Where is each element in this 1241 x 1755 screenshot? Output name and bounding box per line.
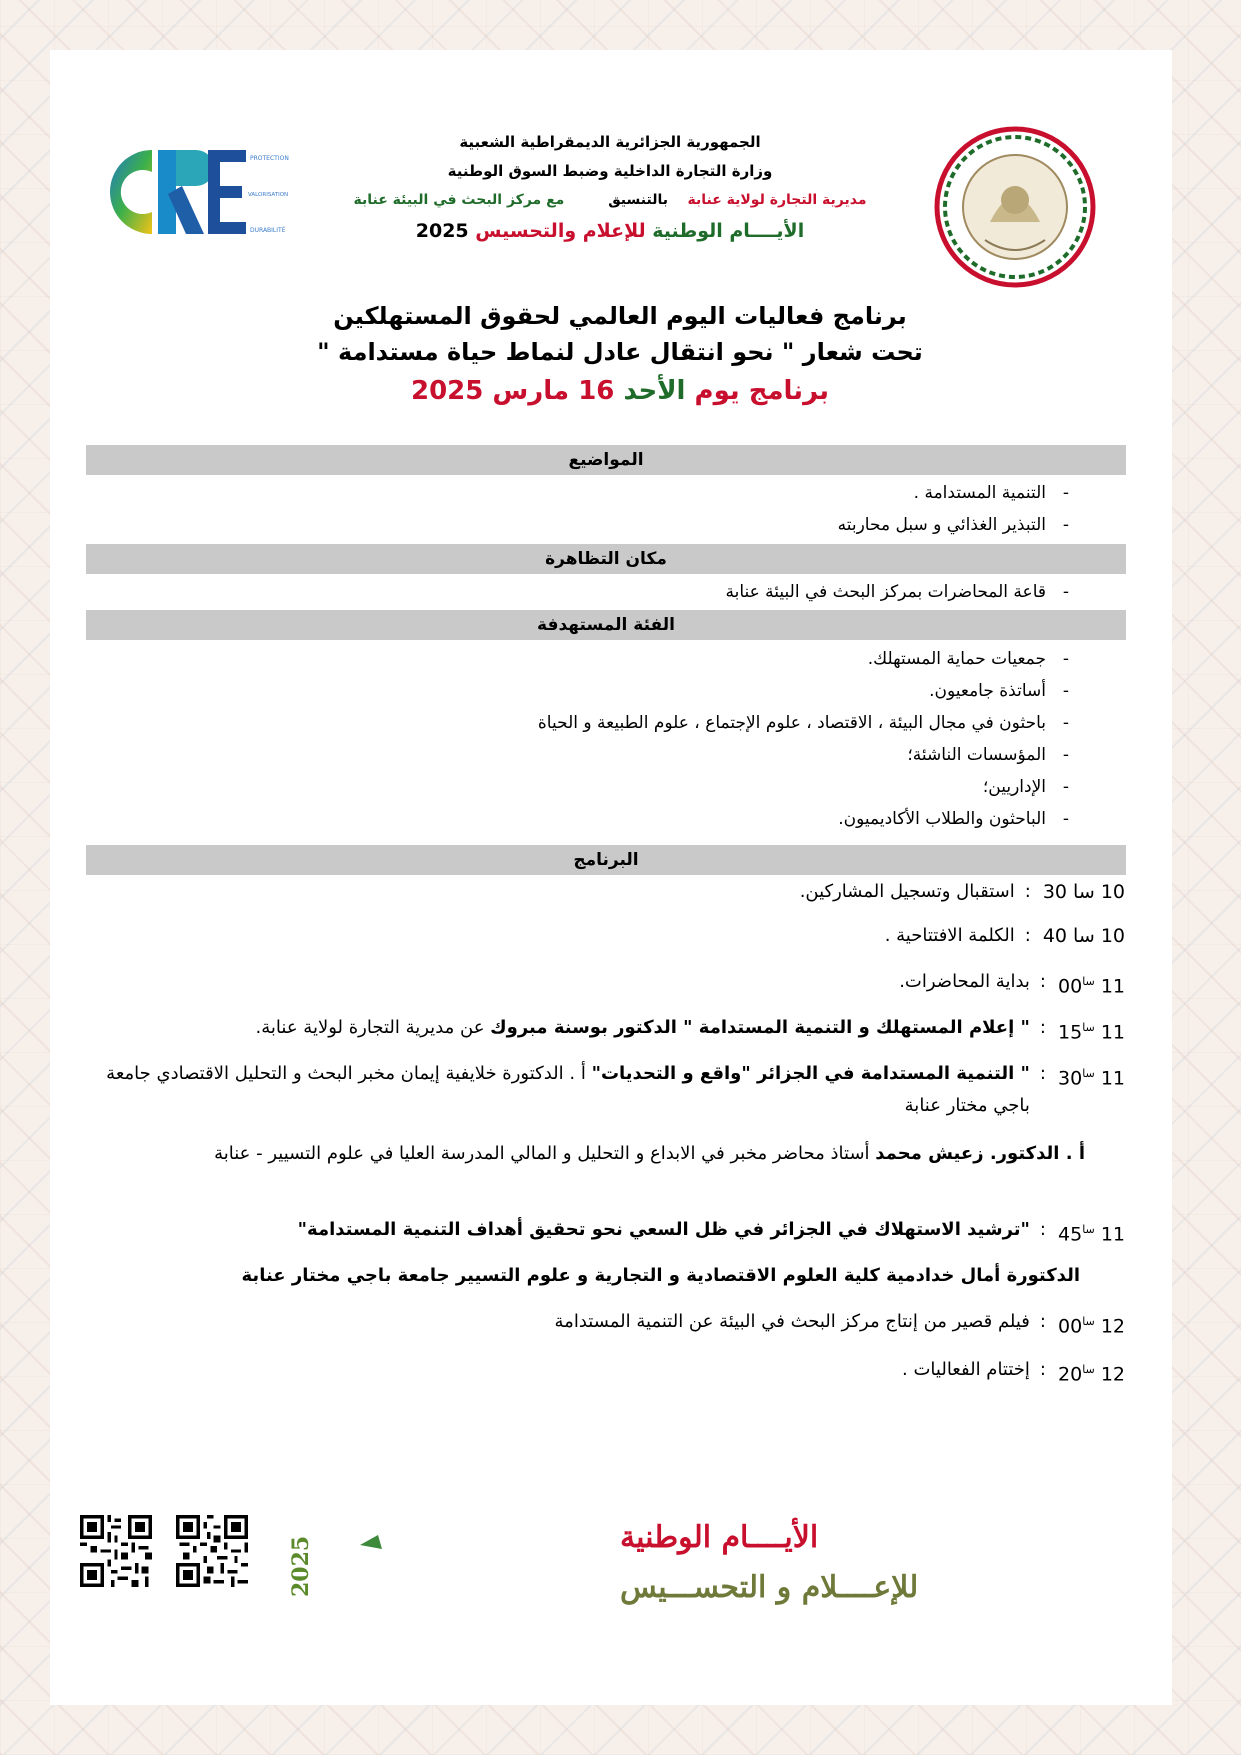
- national-days-label: الأيــــام الوطنية: [652, 220, 805, 242]
- speaker-name: الدكتورة أمال خدادمية كلية العلوم الاقتصادية و التجارية و علوم التسيير جامعة باجي مختار عنابة: [241, 1265, 1080, 1286]
- audience-heading: الفئة المستهدفة: [86, 610, 1126, 640]
- days-year: 2025: [415, 220, 469, 242]
- cre-tag-durabilite: DURABILITÉ: [250, 227, 286, 234]
- program-date-title: [200, 370, 1040, 412]
- program-row-5b: [90, 1138, 1105, 1170]
- title-block: [200, 298, 1040, 412]
- time-label: 11 $^{سا}$15: [1058, 1021, 1125, 1044]
- talk-speaker: عن مديرية التجارة لولاية عنابة.: [255, 1017, 491, 1038]
- program-heading: البرنامج: [86, 845, 1126, 875]
- republic-line: الجمهورية الجزائرية الديمقراطية الشعبية: [459, 133, 761, 151]
- talk-speaker: أ . الدكتورة خلايفية إيمان مخبر البحث و التحليل الاقتصادي جامعة باجي مختار عنابة: [106, 1063, 1030, 1116]
- program-weekday: الأحد: [623, 376, 686, 406]
- program-item-text: الكلمة الافتتاحية .: [884, 925, 1015, 946]
- cre-logo: [90, 132, 289, 252]
- list-item: - قاعة المحاضرات بمركز البحث في البيئة عنابة: [725, 582, 1070, 602]
- program-item-text: استقبال وتسجيل المشاركين.: [799, 881, 1015, 902]
- list-item: - باحثون في مجال البيئة ، الاقتصاد ، علوم الإجتماع ، علوم الطبيعة و الحياة: [537, 713, 1070, 733]
- program-row-2: 10 سا 40 : الكلمة الافتتاحية .: [90, 920, 1125, 952]
- topics-list: [86, 477, 1086, 541]
- time-label: 10 سا 40: [1042, 925, 1125, 947]
- list-item: - التبذير الغذائي و سبل محاربته: [837, 515, 1070, 535]
- venue-heading: مكان التظاهرة: [86, 544, 1126, 574]
- list-item: - أساتذة جامعيون.: [929, 681, 1070, 701]
- program-row-5: 11 $^{سا}$30 : " التنمية المستدامة في الجزائر "واقع و التحديات" أ . الدكتورة خلايفية إيمان مخبر البحث و التحليل الاقتصادي جامعة باجي مختار عنابة: [90, 1058, 1125, 1122]
- awareness-label: للإعلام والتحسيس: [475, 220, 646, 242]
- audience-list: [86, 643, 1086, 835]
- footer-logo-title: الأيــــام الوطنية: [620, 1520, 819, 1555]
- qr-code-icon: [80, 1515, 152, 1587]
- coordination-line: [300, 186, 920, 215]
- program-row-6: 11 $^{سا}$45 : "ترشيد الاستهلاك في الجزائر في ظل السعي نحو تحقيق أهداف التنمية المستدامة": [90, 1214, 1125, 1250]
- program-row-6b: [90, 1260, 1080, 1292]
- program-title: برنامج فعاليات اليوم العالمي لحقوق المستهلكين: [333, 302, 907, 330]
- time-label: 12 $^{سا}$00: [1058, 1315, 1125, 1338]
- research-center-name: مع مركز البحث في البيئة عنابة: [353, 192, 565, 208]
- time-label: 11 $^{سا}$00: [1058, 975, 1125, 998]
- footer-logo-subtitle: للإعــــلام و التحســـيس: [620, 1570, 919, 1605]
- program-item-text: بداية المحاضرات.: [899, 971, 1030, 992]
- program-row-1: 10 سا 30 : استقبال وتسجيل المشاركين.: [90, 876, 1125, 908]
- program-row-8: 12 $^{سا}$20 : إختتام الفعاليات .: [90, 1354, 1125, 1390]
- list-item: - المؤسسات الناشئة؛: [907, 745, 1070, 765]
- time-label: 11 $^{سا}$30: [1058, 1067, 1125, 1090]
- time-label: 10 سا 30: [1042, 881, 1125, 903]
- program-day-label: برنامج يوم: [694, 376, 829, 406]
- talk-title: "ترشيد الاستهلاك في الجزائر في ظل السعي نحو تحقيق أهداف التنمية المستدامة": [297, 1219, 1030, 1240]
- list-item: - الباحثون والطلاب الأكاديميون.: [838, 809, 1070, 829]
- header-block: [300, 128, 920, 247]
- program-item-text: إختتام الفعاليات .: [902, 1359, 1030, 1380]
- footer-logo-year: 2025: [288, 1535, 314, 1597]
- program-item-text: فيلم قصير من إنتاج مركز البحث في البيئة عن التنمية المستدامة: [554, 1311, 1030, 1332]
- qr-code-icon: [176, 1515, 248, 1587]
- talk-title: " التنمية المستدامة في الجزائر "واقع و التحديات": [591, 1063, 1030, 1084]
- topics-heading: المواضيع: [86, 445, 1126, 475]
- program-row-3: 11 $^{سا}$00 : بداية المحاضرات.: [90, 966, 1125, 1002]
- cre-tag-protection: PROTECTION: [250, 155, 289, 162]
- program-row-4: 11 $^{سا}$15 : " إعلام المستهلك و التنمية المستدامة " الدكتور بوسنة مبروك عن مديرية التجارة لولاية عنابة.: [90, 1012, 1125, 1048]
- ministry-line: وزارة التجارة الداخلية وضبط السوق الوطنية: [447, 162, 773, 180]
- national-days-line: [300, 215, 920, 247]
- slogan-title: تحت شعار " نحو انتقال عادل لنماط حياة مستدامة ": [317, 338, 923, 366]
- national-days-logo: [288, 1505, 919, 1615]
- venue-list: [86, 576, 1086, 608]
- list-item: - الإداريين؛: [982, 777, 1070, 797]
- list-item: - التنمية المستدامة .: [913, 483, 1070, 503]
- commerce-directorate-seal: [930, 122, 1100, 292]
- talk-title: " إعلام المستهلك و التنمية المستدامة " الدكتور بوسنة مبروك: [490, 1017, 1030, 1038]
- list-item: - جمعيات حماية المستهلك.: [867, 649, 1070, 669]
- time-label: 11 $^{سا}$45: [1058, 1223, 1125, 1246]
- time-label: 12 $^{سا}$20: [1058, 1363, 1125, 1386]
- directorate-name: مديرية التجارة لولاية عنابة: [687, 192, 867, 208]
- speaker-name: أ . الدكتور. زعيش محمد: [875, 1143, 1085, 1164]
- program-row-7: 12 $^{سا}$00 : فيلم قصير من إنتاج مركز البحث في البيئة عن التنمية المستدامة: [90, 1306, 1125, 1342]
- cre-tag-valorisation: VALORISATION: [248, 192, 289, 198]
- coordination-word: بالتنسيق: [608, 192, 668, 208]
- speaker-affiliation: أستاذ محاضر مخبر في الابداع و التحليل و المالي المدرسة العليا في علوم التسيير - عنابة: [214, 1143, 876, 1164]
- program-date: 16 مارس 2025: [411, 376, 615, 406]
